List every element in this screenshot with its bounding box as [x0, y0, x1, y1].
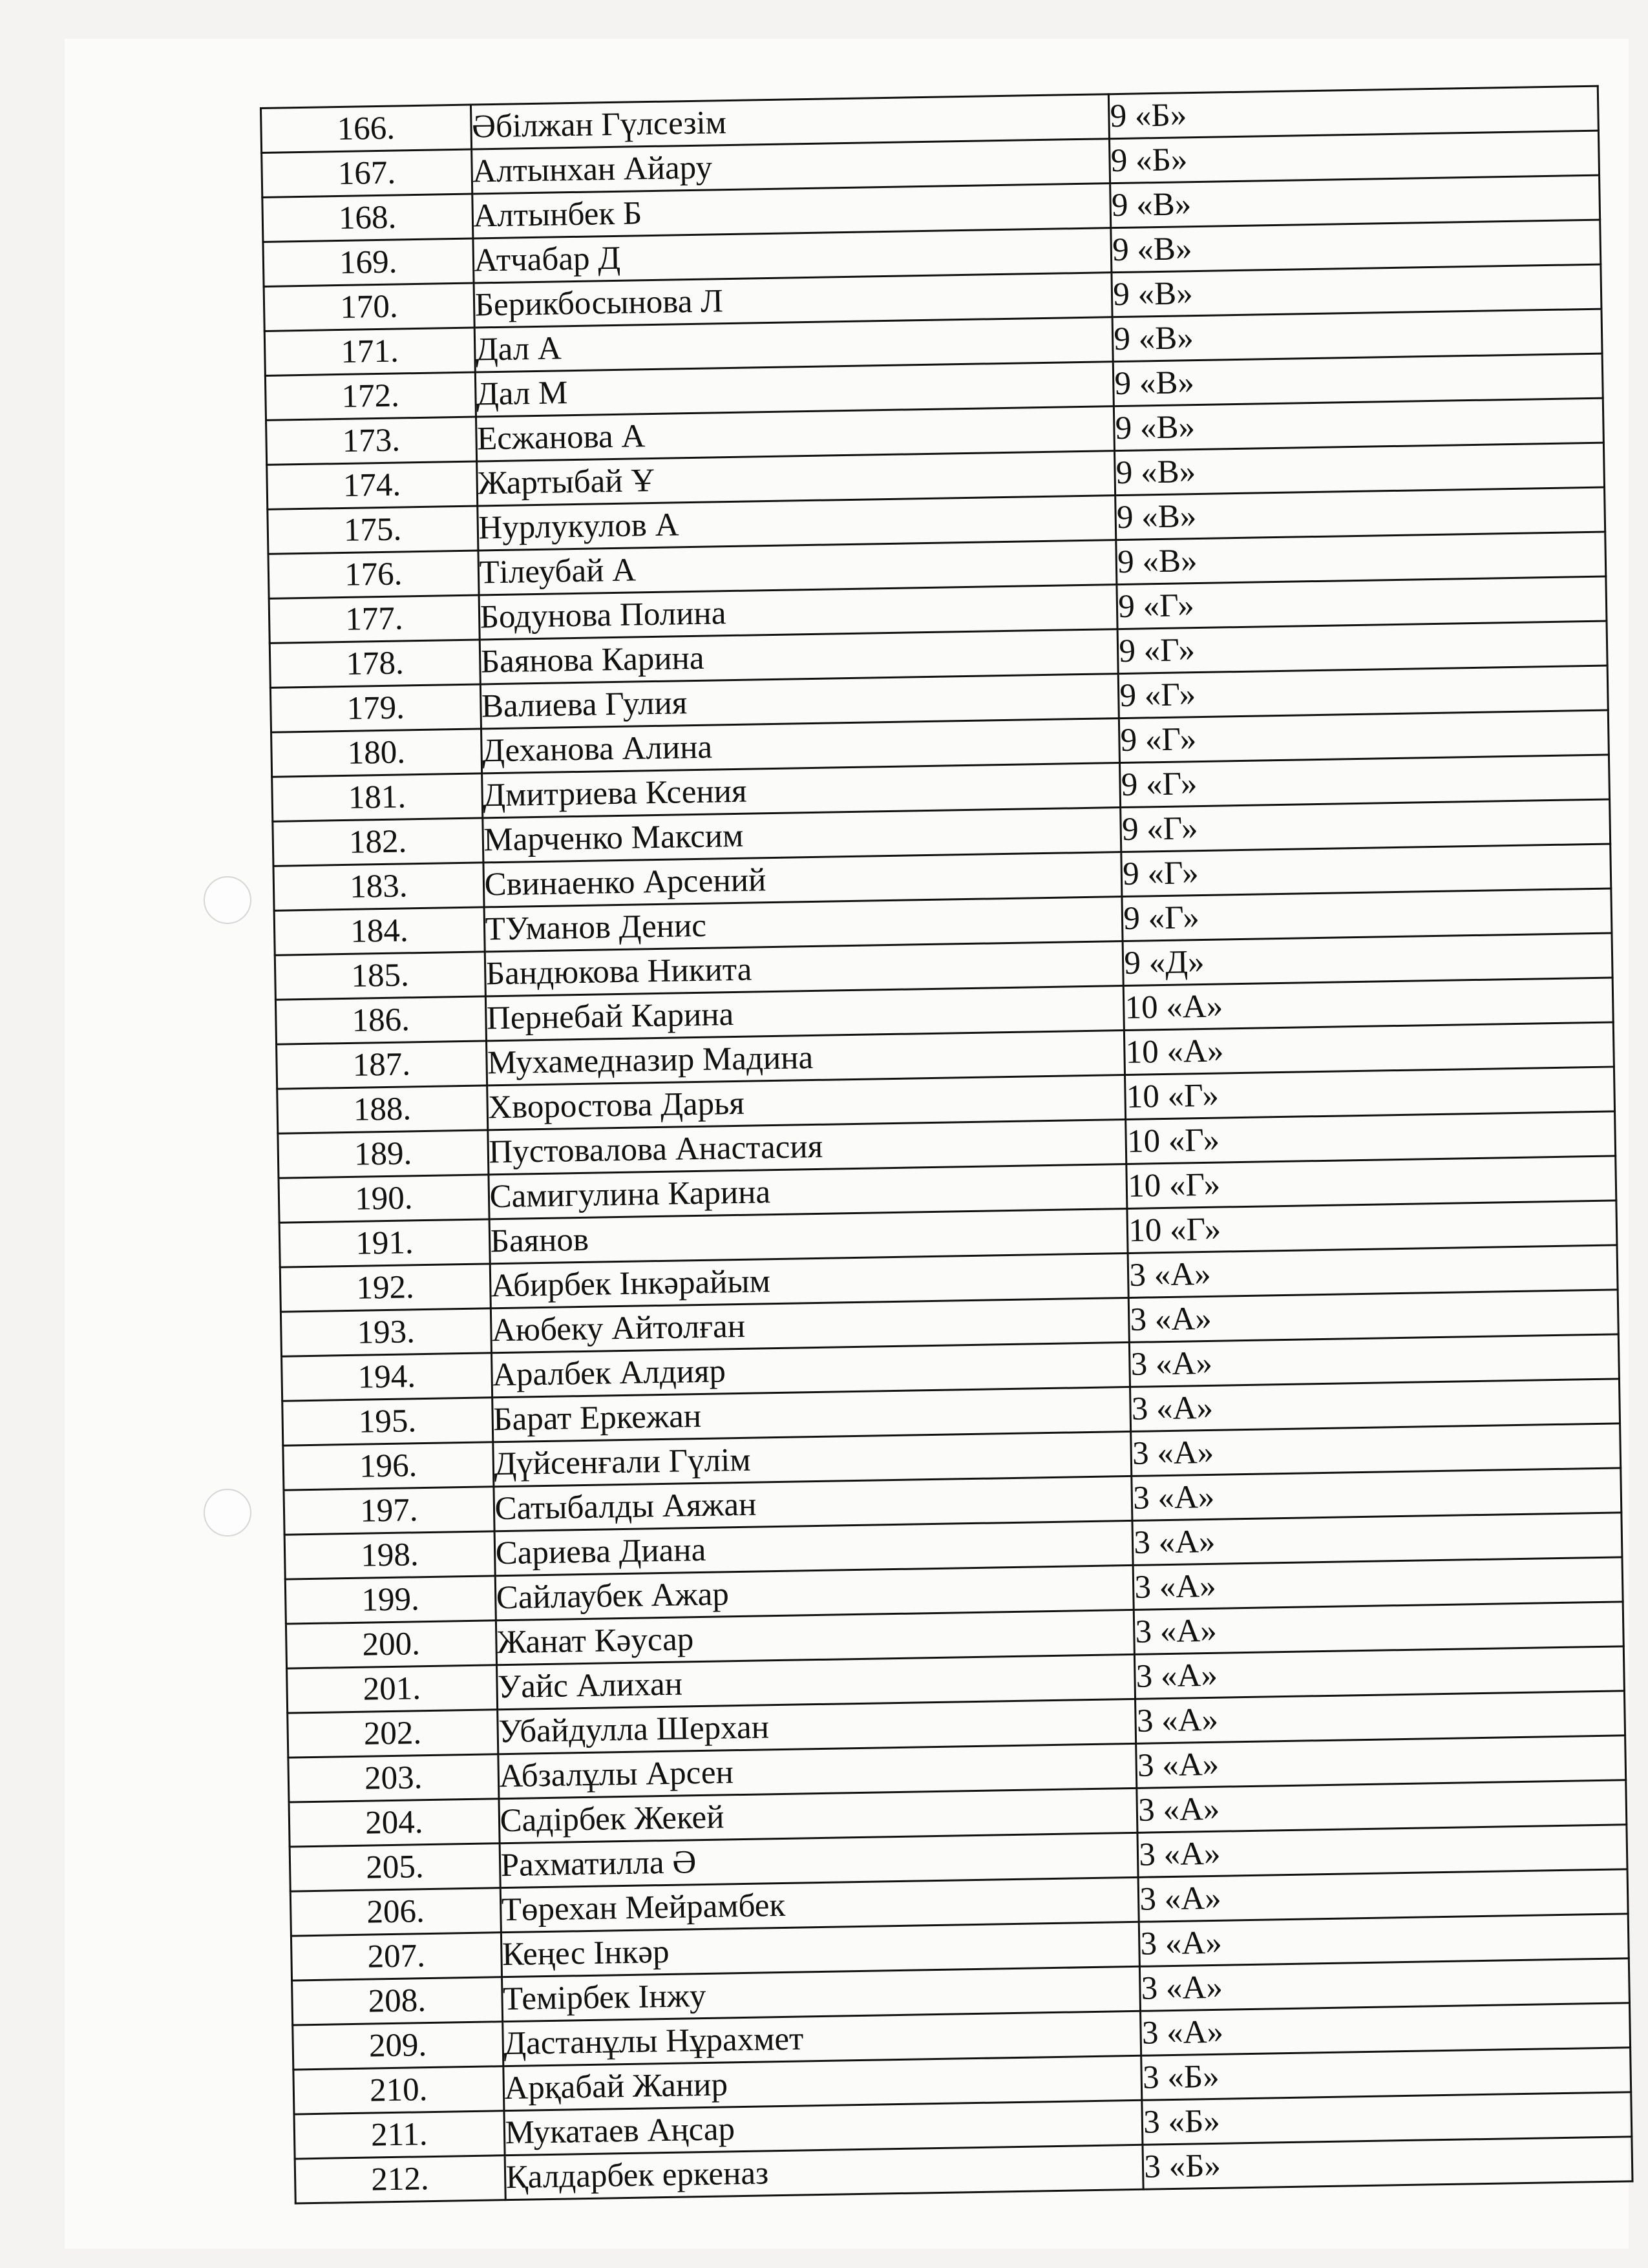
class-grade: 9 «Г» — [1117, 576, 1607, 629]
row-number: 210. — [293, 2066, 504, 2114]
student-name: Дал А — [474, 317, 1114, 372]
student-name: Самигулина Карина — [488, 1164, 1127, 1219]
student-name: Уайс Алихан — [496, 1654, 1136, 1709]
student-name: Жартыбай Ұ — [476, 451, 1115, 506]
class-grade: 9 «В» — [1110, 175, 1600, 228]
row-number: 169. — [263, 238, 474, 286]
row-number: 192. — [280, 1264, 491, 1312]
class-grade: 3 «А» — [1133, 1557, 1623, 1610]
row-number: 185. — [275, 952, 485, 1000]
row-number: 176. — [268, 551, 479, 598]
row-number: 199. — [285, 1576, 496, 1624]
student-name: Қалдарбек еркеназ — [505, 2145, 1144, 2200]
class-grade: 9 «Г» — [1121, 844, 1611, 897]
class-grade: 9 «Г» — [1120, 755, 1610, 808]
class-grade: 3 «А» — [1129, 1290, 1619, 1343]
class-grade: 10 «А» — [1124, 978, 1614, 1031]
student-name: Есжанова А — [476, 406, 1115, 461]
row-number: 187. — [277, 1041, 487, 1089]
class-grade: 3 «А» — [1137, 1780, 1627, 1833]
student-name: Кеңес Інкәр — [501, 1922, 1140, 1977]
student-name: Рахматилла Ә — [500, 1832, 1139, 1887]
student-name: Сариева Диана — [494, 1520, 1134, 1575]
row-number: 209. — [293, 2022, 503, 2070]
class-grade: 3 «А» — [1130, 1379, 1620, 1432]
student-name: Садірбек Жекей — [499, 1788, 1138, 1843]
row-number: 200. — [286, 1621, 496, 1668]
row-number: 203. — [288, 1754, 499, 1802]
row-number: 172. — [265, 372, 476, 420]
student-name: Абзалұлы Арсен — [498, 1743, 1137, 1798]
class-grade: 3 «Б» — [1141, 2048, 1631, 2101]
student-name: Деханова Алина — [481, 719, 1120, 773]
student-name: Убайдулла Шерхан — [497, 1699, 1136, 1754]
class-grade: 3 «А» — [1132, 1468, 1622, 1521]
class-grade: 9 «В» — [1115, 487, 1605, 540]
class-grade: 3 «А» — [1137, 1825, 1627, 1878]
row-number: 174. — [267, 461, 478, 509]
student-name: Дмитриева Ксения — [481, 763, 1121, 818]
row-number: 178. — [269, 640, 480, 688]
row-number: 207. — [291, 1933, 502, 1980]
class-grade: 3 «А» — [1131, 1423, 1621, 1476]
student-name: Мухамедназир Мадина — [486, 1031, 1125, 1086]
row-number: 212. — [295, 2156, 505, 2203]
class-grade: 9 «Г» — [1119, 710, 1609, 763]
class-grade: 3 «А» — [1141, 2003, 1631, 2056]
class-grade: 10 «Г» — [1126, 1111, 1616, 1164]
class-grade: 9 «В» — [1114, 398, 1604, 451]
row-number: 211. — [294, 2111, 505, 2159]
student-name: Темірбек Інжу — [502, 1966, 1141, 2021]
row-number: 188. — [277, 1086, 488, 1133]
row-number: 208. — [292, 1977, 503, 2025]
student-name: ТУманов Денис — [484, 897, 1123, 952]
row-number: 180. — [271, 729, 482, 777]
punch-hole — [204, 1489, 251, 1537]
student-name: Арқабай Жанир — [503, 2055, 1142, 2110]
row-number: 182. — [273, 818, 483, 866]
row-number: 175. — [268, 506, 478, 554]
class-grade: 10 «Г» — [1127, 1201, 1617, 1254]
student-name: Сатыбалды Аяжан — [494, 1476, 1133, 1531]
class-grade: 9 «В» — [1111, 220, 1601, 273]
row-number: 167. — [262, 149, 472, 197]
row-number: 196. — [283, 1442, 494, 1490]
student-name: Сайлаубек Ажар — [495, 1565, 1134, 1620]
class-grade: 3 «А» — [1134, 1602, 1624, 1655]
class-grade: 9 «Г» — [1117, 621, 1607, 674]
class-grade: 9 «В» — [1115, 443, 1605, 496]
class-grade: 3 «А» — [1130, 1334, 1620, 1387]
roster-body — [261, 86, 1632, 2203]
row-number: 191. — [279, 1219, 490, 1267]
student-name: Хворостова Дарья — [487, 1075, 1126, 1130]
student-name: Абирбек Інкәрайым — [490, 1253, 1129, 1308]
row-number: 189. — [278, 1130, 489, 1178]
class-grade: 3 «А» — [1136, 1736, 1626, 1789]
class-grade: 9 «Б» — [1109, 86, 1599, 139]
row-number: 181. — [272, 773, 483, 821]
row-number: 190. — [279, 1175, 489, 1223]
student-name: Бодунова Полина — [479, 585, 1118, 640]
student-name: Аралбек Алдияр — [491, 1342, 1130, 1397]
class-grade: 9 «В» — [1112, 264, 1601, 317]
row-number: 198. — [284, 1531, 495, 1579]
row-number: 186. — [275, 996, 486, 1044]
student-name: Пустовалова Анастасия — [487, 1119, 1126, 1174]
row-number: 194. — [282, 1353, 492, 1401]
class-grade: 9 «В» — [1112, 309, 1602, 362]
class-grade: 9 «Д» — [1123, 933, 1612, 986]
student-roster-table — [260, 85, 1634, 2205]
class-grade: 9 «В» — [1114, 353, 1603, 406]
row-number: 173. — [266, 417, 477, 465]
class-grade: 3 «А» — [1138, 1869, 1628, 1922]
class-grade: 9 «Г» — [1119, 666, 1609, 719]
class-grade: 10 «Г» — [1125, 1067, 1615, 1120]
class-grade: 9 «Г» — [1122, 888, 1612, 941]
row-number: 193. — [280, 1308, 491, 1356]
student-name: Атчабар Д — [472, 228, 1112, 283]
class-grade: 3 «Б» — [1142, 2092, 1632, 2145]
row-number: 195. — [282, 1398, 493, 1445]
class-grade: 3 «А» — [1139, 1914, 1629, 1967]
student-name: Аюбеку Айтолған — [491, 1297, 1130, 1352]
class-grade: 3 «А» — [1140, 1958, 1630, 2011]
student-name: Дүйсенғали Гүлім — [492, 1431, 1132, 1486]
student-name: Валиева Гулия — [480, 674, 1119, 729]
class-grade: 3 «А» — [1136, 1691, 1625, 1744]
row-number: 168. — [262, 194, 473, 242]
student-name: Берикбосынова Л — [474, 273, 1113, 328]
student-name: Бандюкова Никита — [485, 941, 1124, 996]
student-name: Дал М — [475, 362, 1114, 417]
row-number: 202. — [288, 1710, 498, 1758]
class-grade: 9 «Г» — [1121, 799, 1611, 852]
class-grade: 9 «В» — [1116, 532, 1606, 585]
row-number: 183. — [273, 863, 484, 910]
student-name: Жанат Кәусар — [496, 1610, 1135, 1664]
class-grade: 10 «А» — [1125, 1022, 1614, 1075]
student-name: Баянов — [489, 1208, 1128, 1263]
student-name: Свинаенко Арсений — [483, 852, 1122, 907]
student-name: Дастанұлы Нұрахмет — [502, 2011, 1141, 2066]
row-number: 177. — [269, 595, 480, 643]
student-name: Алтынбек Б — [472, 184, 1111, 238]
row-number: 206. — [290, 1888, 501, 1936]
row-number: 184. — [274, 907, 485, 955]
student-name: Мукатаев Аңсар — [504, 2100, 1143, 2155]
class-grade: 3 «Б» — [1143, 2137, 1632, 2190]
row-number: 171. — [264, 328, 475, 375]
class-grade: 3 «А» — [1132, 1513, 1622, 1566]
student-name: Нурлукулов А — [477, 496, 1116, 551]
student-name: Марченко Максим — [482, 808, 1121, 863]
class-grade: 3 «А» — [1128, 1245, 1618, 1298]
class-grade: 9 «Б» — [1110, 131, 1600, 184]
class-grade: 10 «Г» — [1126, 1156, 1616, 1209]
student-name: Пернебай Карина — [485, 986, 1125, 1041]
student-name: Алтынхан Айару — [471, 139, 1110, 194]
row-number: 204. — [289, 1799, 500, 1847]
student-name: Тілеубай А — [478, 540, 1117, 595]
row-number: 170. — [264, 283, 474, 331]
student-name: Барат Еркежан — [492, 1387, 1131, 1442]
student-name: Төрехан Мейрамбек — [500, 1877, 1139, 1932]
row-number: 179. — [270, 684, 481, 732]
punch-hole — [204, 876, 251, 924]
student-name: Баянова Карина — [480, 629, 1119, 684]
row-number: 197. — [284, 1487, 494, 1535]
row-number: 201. — [287, 1665, 498, 1713]
student-name: Әбілжан Гүлсезім — [470, 94, 1110, 149]
row-number: 205. — [290, 1843, 500, 1891]
class-grade: 3 «А» — [1135, 1646, 1625, 1699]
row-number: 166. — [261, 105, 472, 152]
